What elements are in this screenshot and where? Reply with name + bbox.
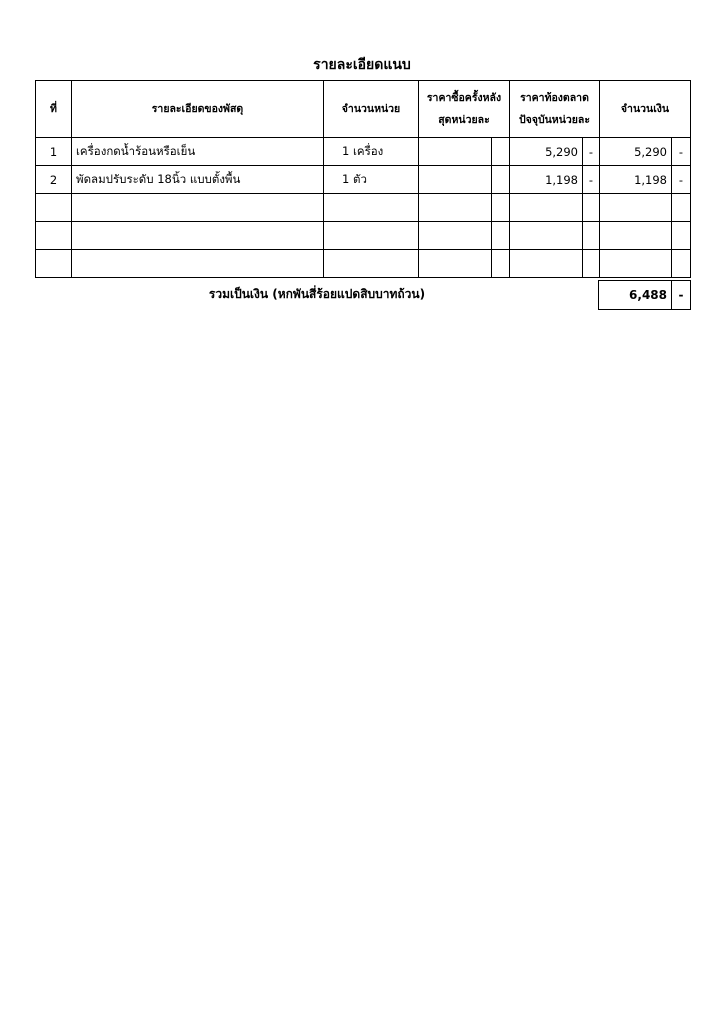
row-market-price-satang: - [583,138,600,166]
row-detail [72,222,324,250]
row-market-price-satang [583,194,600,222]
row-last-price [419,194,492,222]
row-detail: เครื่องกดน้ำร้อนหรือเย็น [72,138,324,166]
row-qty: 1 เครื่อง [324,138,419,166]
row-no [36,194,72,222]
row-no: 2 [36,166,72,194]
row-last-price [419,138,492,166]
row-market-price-satang: - [583,166,600,194]
row-last-price [419,166,492,194]
row-amount-satang [672,222,691,250]
total-amount: 6,488 [599,281,672,310]
header-detail: รายละเอียดของพัสดุ [72,81,324,138]
row-last-price [419,222,492,250]
table-row [36,222,691,250]
row-qty [324,194,419,222]
row-amount-satang [672,194,691,222]
total-amount-satang: - [672,281,691,310]
table-row [36,138,691,166]
row-market-price: 5,290 [510,138,583,166]
row-last-price [419,250,492,278]
row-amount [600,194,672,222]
row-no: 1 [36,138,72,166]
row-last-price-satang [492,166,510,194]
document-title: รายละเอียดแนบ [313,57,411,73]
total-label: รวมเป็นเงิน (หกพันสี่ร้อยแปดสิบบาทถ้วน) [208,287,426,301]
table-row [36,194,691,222]
row-detail [72,250,324,278]
row-market-price [510,222,583,250]
row-market-price-satang [583,222,600,250]
row-amount-satang [672,250,691,278]
table-row [36,166,691,194]
row-qty [324,222,419,250]
header-qty: จำนวนหน่วย [324,81,419,138]
row-amount-satang: - [672,138,691,166]
row-no [36,250,72,278]
row-amount [600,250,672,278]
table-row [36,250,691,278]
row-last-price-satang [492,138,510,166]
header-amount: จำนวนเงิน [600,81,691,138]
items-table [35,80,691,278]
row-market-price-satang [583,250,600,278]
row-detail: พัดลมปรับระดับ 18นิ้ว แบบตั้งพื้น [72,166,324,194]
row-last-price-satang [492,250,510,278]
row-amount: 1,198 [600,166,672,194]
row-market-price [510,194,583,222]
total-box [598,280,691,310]
table-header-row [36,81,691,138]
row-last-price-satang [492,222,510,250]
row-no [36,222,72,250]
header-no: ที่ [36,81,72,138]
row-qty: 1 ตัว [324,166,419,194]
row-market-price: 1,198 [510,166,583,194]
header-last-price: ราคาซื้อครั้งหลังสุดหน่วยละ [419,81,510,138]
row-amount [600,222,672,250]
row-amount-satang: - [672,166,691,194]
row-qty [324,250,419,278]
header-market-price: ราคาท้องตลาดปัจจุบันหน่วยละ [510,81,600,138]
row-detail [72,194,324,222]
row-last-price-satang [492,194,510,222]
row-amount: 5,290 [600,138,672,166]
row-market-price [510,250,583,278]
